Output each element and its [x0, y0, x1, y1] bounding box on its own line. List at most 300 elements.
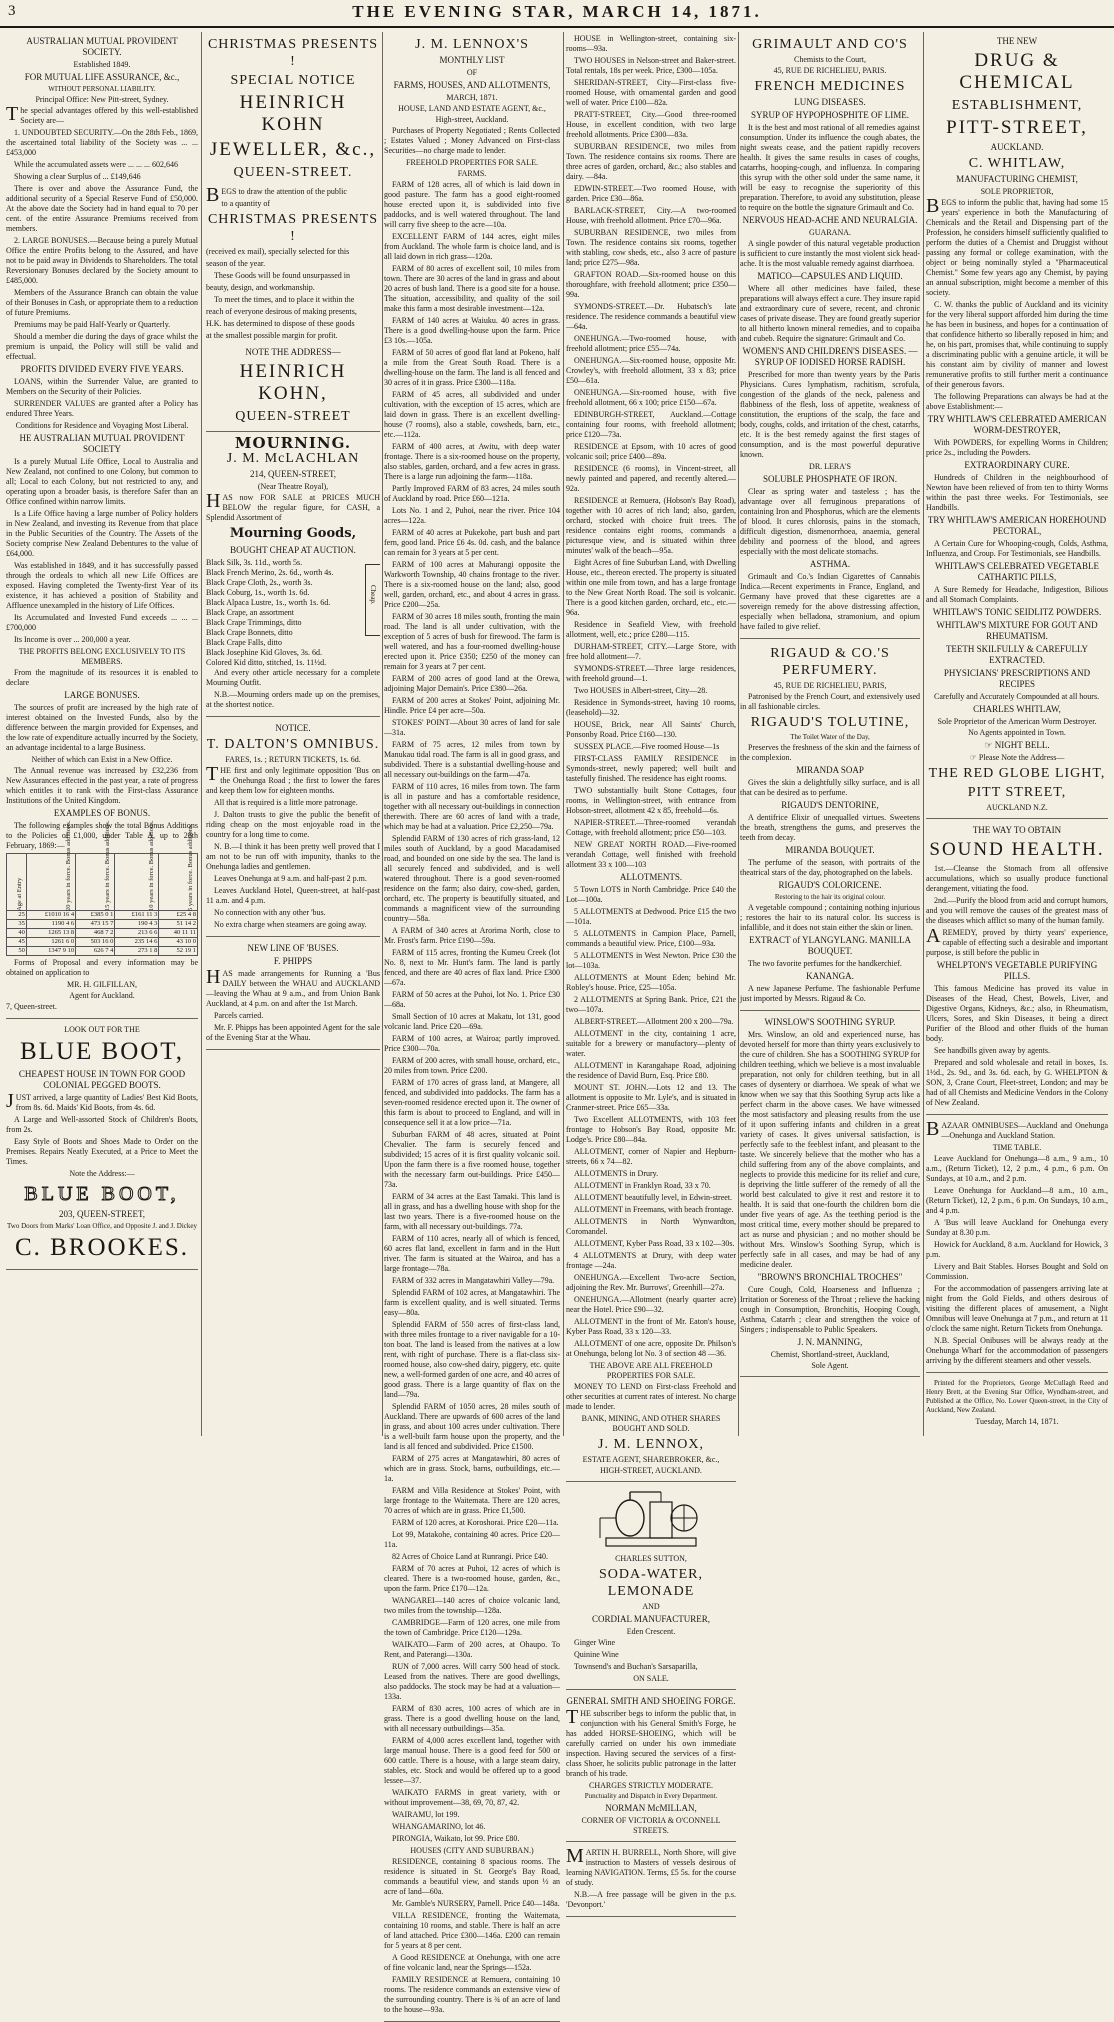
- listing-item: FARM of 275 acres at Mangatawhiri, 80 acres of which are in grass. Stock, barns, outbuildings, etc.—1a.: [384, 1454, 560, 1483]
- ad-paragraph: A new Japanese Perfume. The fashionable Perfume just imported by Messrs. Rigaud & Co.: [740, 984, 920, 1003]
- ad-heading: LOOK OUT FOR THE: [64, 1025, 140, 1034]
- list-item: Black Josephine Kid Gloves, 3s. 6d.: [206, 648, 322, 657]
- listing-item: FARM of 50 acres at the Puhoi, lot No. 1. Price £30—68a.: [384, 990, 560, 1009]
- listing-item: ONEHUNGA.—Six-roomed house, with five freehold allotment, 66 x 100; price £150—67a.: [566, 388, 736, 407]
- forge-ad: [566, 1696, 736, 1842]
- winslow-ad: [740, 1017, 920, 1377]
- table-row: 45 1261 6 0 503 16 0 235 14 6 43 10 0: [7, 938, 198, 947]
- ad-heading: NERVOUS HEAD-ACHE AND NEURALGIA.: [742, 215, 918, 225]
- ad-paragraph: N.B.—Mourning orders made up on the premises, at the shortest notice.: [206, 690, 380, 709]
- ad-paragraph: THE subscriber begs to inform the public that, in conjunction with his General Smith's Forge, he has added HORSE-SHOEING, which will be carefully carried on under his own immediate inspection. Having secured the services of a first-class Shoer, he solicits public patronage in the latter branch of his trade.: [566, 1706, 736, 1778]
- ad-heading: HE AUSTRALIAN MUTUAL PROVIDENT SOCIETY: [19, 433, 185, 454]
- ad-address: HIGH-STREET, AUCKLAND.: [600, 1466, 702, 1475]
- ad-heading: BOUGHT CHEAP AT AUCTION.: [230, 545, 356, 555]
- ad-paragraph: A 'Bus will leave Auckland for Onehunga every Sunday at 8.30 p.m.: [926, 1218, 1108, 1237]
- listing-item: ALLOTMENTS in North Wynwardton, Coromandel.: [566, 1217, 736, 1236]
- listing-item: FARM of 200 acres, with small house, orchard, etc., 20 miles from town. Price £200.: [384, 1056, 560, 1075]
- ad-heading: TRY WHITLAW'S AMERICAN HOREHOUND PECTORAL,: [927, 515, 1107, 536]
- ad-paragraph: Cure Cough, Cold, Hoarseness and Influenza ; Irritation or Soreness of the Throat ; relieve the hacking cough in Consumption, Bronchitis, Hooping Cough, Asthma, Catarrh ; clear and strengthen the voice of Singers ; indispensable to Public Speakers.: [740, 1285, 920, 1334]
- farms-list: [384, 180, 560, 1844]
- ad-paragraph: BEGS to inform the public that, having had some 15 years' experience in both the Manufacturing of Chemicals and the Retail and Dispensing part of the Profession, he considers himself sufficiently qualified to perform the duties of a Chemist and Druggist without passing any formal or college examination, with the object or being nominally styled a "Pharmaceutical Chemist." Some few years ago any Chemist, by paying an annual subscription, might become a member of this society.: [926, 195, 1108, 297]
- ad-heading: EXAMPLES OF BONUS.: [53, 808, 151, 818]
- ad-notice: NOTICE.: [275, 723, 311, 733]
- listing-item: ONEHUNGA.—Six-roomed house, opposite Mr. Crowley's, with freehold allotment, 33 x 83; price £50—61a.: [566, 356, 736, 385]
- ad-address: 45, RUE DE RICHELIEU, PARIS.: [773, 66, 887, 75]
- listing-item: RUN of 7,000 acres. Will carry 500 head of stock. Leased from the natives. There are good dwellings, also paddocks. The stock may be had at a valuation—133a.: [384, 1662, 560, 1701]
- ad-paragraph: The perfume of the season, with portraits of the theatrical stars of the day, photographed on the labels.: [740, 858, 920, 877]
- listing-item: VILLA RESIDENCE, fronting the Waitemata, containing 10 rooms, and stable. There is half an acre of land attached. Price £300—146a. £200 can remain for 5 years at 8 per cent.: [384, 1911, 560, 1950]
- ad-paragraph: A dentifrice Elixir of unequalled virtues. Sweetens the breath, strengthens the gums, and preserves the teeth from decay.: [740, 813, 920, 842]
- table-row: 40 1265 13 8 468 7 2 213 6 6 40 11 11: [7, 929, 198, 938]
- column-4: [566, 34, 736, 1909]
- ad-paragraph: Parcels carried.: [214, 1011, 264, 1020]
- ad-paragraph: Howick for Auckland, 8 a.m. Auckland for Howick, 3 p.m.: [926, 1240, 1108, 1259]
- ad-subtitle: AND: [642, 1602, 660, 1611]
- ad-paragraph: reach of everyone desirous of making presents,: [206, 307, 357, 316]
- ad-heading: LUNG DISEASES.: [794, 97, 866, 107]
- ad-paragraph: C. W. thanks the public of Auckland and its vicinity for the very liberal support afforded him during the time he has been in business, and hopes for a continuation of that confidence hitherto so liberally reposed in him; and he, on his part, promises that, while continuing to supply a discriminating public with a genuine article, it will be his constant aim by civility of manner and lowest remunerative profits to still further merit a continuance of their generous favors.: [926, 300, 1108, 389]
- agent-name: MR. H. GILFILLAN,: [67, 980, 137, 989]
- houses-list: [566, 34, 736, 870]
- listing-item: FARM of 200 acres of good land at the Orewa, adjoining Major Demain's. Price £380—26a.: [384, 674, 560, 693]
- listing-item: 5 Town LOTS in North Cambridge. Price £40 the Lot—100a.: [566, 885, 736, 904]
- listing-item: Two Excellent ALLOTMENTS, with 103 feet frontage to Hobson's Bay Road, opposite Mr. Lodge's. Price £80—84a.: [566, 1115, 736, 1144]
- listing-item: ALLOTMENTS at Mount Eden; behind Mr. Robley's house. Price, £25—105a.: [566, 973, 736, 992]
- ad-title: WINSLOW'S SOOTHING SYRUP.: [764, 1017, 896, 1027]
- listing-item: 4 ALLOTMENTS at Drury, with deep water frontage —24a.: [566, 1251, 736, 1270]
- listing-item: ALLOTMENT in Franklyn Road, 33 x 70.: [574, 1181, 711, 1190]
- listing-item: TWO HOUSES in Nelson-street and Baker-street. Total rentals, 18s per week. Price, £300—105a.: [566, 56, 736, 75]
- listing-item: WHANGAMARINO, lot 46.: [392, 1822, 486, 1831]
- ad-title: BLUE BOOT,: [24, 1183, 180, 1205]
- phipps-ad: [206, 943, 380, 1050]
- listing-item: WANGAREI—140 acres of choice volcanic land, two miles from the township—128a.: [384, 1596, 560, 1615]
- ad-heading: WHELPTON'S VEGETABLE PURIFYING PILLS.: [936, 960, 1098, 981]
- ad-heading: Neither of which can Exist in a New Office.: [31, 755, 173, 764]
- sutton-ad: [566, 1488, 736, 1690]
- listing-item: EDWIN-STREET.—Two roomed House, with garden. Price £30—86a.: [566, 184, 736, 203]
- ad-title: J. M. LENNOX'S: [415, 37, 529, 52]
- ad-paragraph: BEGS to draw the attention of the public: [206, 184, 347, 206]
- ad-paragraph: Grimault and Co.'s Indian Cigarettes of Cannabis Indica.—Recent experiments in France, England, and Germany have proved that these cigarettes are a sovereign remedy for the above distressing affection, especially when belladona, stramonium, and opium have failed to give relief.: [740, 572, 920, 631]
- listing-item: Splendid FARM of 1050 acres, 28 miles south of Auckland. There are upwards of 600 acres of the land in grass, and about 100 acres under cultivation. There is a well-built farm house upon the property, and the land is all fenced and subdivided. Price £1500.: [384, 1402, 560, 1451]
- ad-heading: RIGAUD'S TOLUTINE,: [750, 715, 910, 730]
- list-item: Townsend's and Buchan's Sarsaparilla,: [574, 1662, 698, 1671]
- listing-item: 2 ALLOTMENTS at Spring Bank. Price, £21 the two—107a.: [566, 995, 736, 1014]
- ad-paragraph: LOANS, within the Surrender Value, are granted to Members on the Security of their Policies.: [6, 377, 198, 396]
- ad-paragraph: Prepared and sold wholesale and retail in boxes, 1s. 1½d., 2s. 9d., and 3s. 6d. each, by G. WHELPTON & SON, 3, Crane Court, Fleet-street, London; and may be had of all Chemists and Medicine Vendors in the Colony of New Zealand.: [926, 1058, 1108, 1107]
- ad-paragraph: J. Dalton trusts to give the public the benefit of riding cheap on the most enjoyable road in the country for a long time to come.: [206, 810, 380, 839]
- ad-heading: ☞ Please Note the Address—: [969, 753, 1065, 762]
- listing-item: WAIKATO FARMS in great variety, with or without improvement—38, 69, 70, 87, 42.: [384, 1788, 560, 1807]
- lennox-list-ad: [384, 36, 560, 2022]
- ad-paragraph: A single powder of this natural vegetable production is sufficient to cure instantly the most violent sick head-ache. It is the most valuable remedy against diarrhoea.: [740, 239, 920, 268]
- ad-paragraph: HAS now FOR SALE at PRICES MUCH BELOW the regular figure, for CASH, a Splendid Assortment of: [206, 490, 380, 522]
- ad-heading: WOMEN'S AND CHILDREN'S DISEASES. —SYRUP OF IODISED HORSE RADISH.: [742, 346, 918, 367]
- pointing-hand-icon: ☞: [969, 753, 979, 762]
- listing-item: MOUNT ST. JOHN.—Lots 12 and 13. The allotment is opposite to Mr. Lyle's, and is situated in Cranmer-street. Price £65—33a.: [566, 1083, 736, 1112]
- listing-item: SUSSEX PLACE.—Five roomed House—1s: [574, 742, 720, 751]
- listing-item: FARM of 140 acres at Waiuku. 40 acres in grass. There is a good dwelling-house upon the farm. Price £3 10s.—105a.: [384, 316, 560, 345]
- ad-paragraph: For the accommodation of passengers arriving late at night from the Gold Fields, and others desirous of visiting the different places of amusement, a Night Omnibus will leave Onehunga at 7 p.m., and return at 11 o'clock the same night. Return Tickets from Onehunga.: [926, 1284, 1108, 1333]
- ad-heading: ON SALE.: [633, 1674, 669, 1683]
- table-row: 35 1190 4 6 473 15 7 190 4 3 51 14 2: [7, 920, 198, 929]
- listing-item: FARM of 70 acres at Puhoi, 12 acres of which is cleared. There is a two-roomed house, garden, &c., upon the farm. Price £170—12a.: [384, 1564, 560, 1593]
- ad-heading: TIME TABLE.: [992, 1143, 1042, 1152]
- ad-paragraph: Patronised by the French Court, and extensively used in all fashionable circles.: [740, 692, 920, 711]
- listing-item: ONEHUNGA.—Excellent Two-acre Section, adjoining the Rev. Mr. Burrows', Greenhill—27a.: [566, 1273, 736, 1292]
- ad-heading: Punctuality and Dispatch in Every Department.: [584, 1792, 718, 1800]
- ad-title: BLUE BOOT,: [20, 1038, 184, 1065]
- ad-office: Principal Office: New Pitt-street, Sydney.: [35, 95, 169, 104]
- ad-paragraph: at the smallest possible margin for profit.: [206, 331, 338, 340]
- list-item: Quinine Wine: [574, 1650, 619, 1659]
- listing-item: FAMILY RESIDENCE at Remuera, containing 10 rooms. The residence commands an extensive view of the surrounding country. There is ¾ of an acre of land to the house—93a.: [384, 1975, 560, 2014]
- table-header: Age at Entry: [7, 854, 27, 911]
- listing-item: FARM of 110 acres, 16 miles from town. The farm is all in pasture and has a comfortable residence, together with all necessary out-buildings in connection therewith. There are 60 acres of land with a trade, which may be had at a valuation. Price £2,250—79a.: [384, 782, 560, 831]
- ad-paragraph: MARTIN H. BURRELL, North Shore, will give instruction to Masters of vessels desirous of learning NAVIGATION. Terms, £5 5s. for the course of study.: [566, 1845, 736, 1887]
- listing-item: RESIDENCE, containing 8 spacious rooms. The residence is situated in St. George's Bay Road, commands a beautiful view, and stands upon ½ an acre of land—60a.: [384, 1857, 560, 1896]
- ad-paragraph: Showing a clear Surplus of ... £149,646: [14, 172, 141, 181]
- ad-address: Eden Crescent.: [626, 1627, 676, 1636]
- ad-paragraph: A vegetable compound ; containing nothing injurious ; restores the hair to its natural color. Its success is infallible, and it does not stain either the skin or linen.: [740, 903, 920, 932]
- ad-paragraph: 1. UNDOUBTED SECURITY.—On the 28th Feb., 1869, the ascertained total liability of the Society was ... ... £453,000: [6, 128, 198, 157]
- ad-address: (Near Theatre Royal),: [257, 482, 329, 491]
- listing-item: ALLOTMENT in the front of Mr. Eaton's house, Kyber Pass Road, 33 x 120—33.: [566, 1317, 736, 1336]
- listing-item: FARM of 34 acres at the East Tamaki. This land is all in grass, and has a dwelling house with shop for the last two years. There is a five-roomed house on the farm, with all necessary out-buildings. 77a.: [384, 1192, 560, 1231]
- listing-item: WAIRAMU, lot 199.: [392, 1810, 460, 1819]
- ad-title: GENERAL SMITH AND SHOEING FORGE.: [566, 1696, 736, 1706]
- ad-paragraph: THE first and only legitimate opposition 'Bus on the Onehunga Road ; the first to lower the fares and keep them low for eighteen months.: [206, 763, 380, 795]
- ad-paragraph: A Large and Well-assorted Stock of Children's Boots, from 2s.: [6, 1115, 198, 1134]
- listing-item: HOUSE, Brick, near All Saints' Church, Ponsonby Road. Price £160—130.: [566, 720, 736, 739]
- ad-street: PITT-STREET,: [946, 117, 1088, 138]
- listing-item: FARM of 100 acres, at Wairoa; partly improved. Price £300—70a.: [384, 1034, 560, 1053]
- ad-heading: THE ABOVE ARE ALL FREEHOLD PROPERTIES FOR SALE.: [589, 1361, 713, 1380]
- ad-paragraph: Leaves Onehunga at 9 a.m. and half-past 2 p.m.: [214, 874, 367, 883]
- ad-paragraph: Leaves Auckland Hotel, Queen-street, at half-past 11 a.m. and 4 p.m.: [206, 886, 380, 905]
- ad-title: NEW LINE OF 'BUSES.: [247, 943, 339, 953]
- sound-health-ad: [926, 825, 1108, 1115]
- burrell-ad: [566, 1845, 736, 1917]
- listing-item: GRAFTON ROAD.—Six-roomed house on this thoroughfare, with freehold allotment; price £350—99a.: [566, 270, 736, 299]
- ad-subtitle: MANUFACTURING CHEMIST,: [956, 174, 1078, 184]
- ad-paragraph: The following examples show the total Bonus Additions to the Policies of £1,000, under Table A, up to 28th February, 1869:—: [6, 821, 198, 850]
- ad-title: THE RED GLOBE LIGHT,: [928, 766, 1106, 781]
- column-rule: [382, 32, 383, 1436]
- ad-address: 45, RUE DE RICHELIEU, PARIS,: [773, 681, 887, 690]
- agent-role: Agent for Auckland.: [69, 991, 135, 1000]
- ad-paragraph: Members of the Assurance Branch can obtain the value of their Bonuses in Cash, or appropriate them to a reduction of future Premiums.: [6, 288, 198, 317]
- listing-item: FARM of 50 acres of good flat land at Pokeno, half a mile from the Great South Road. There is a dwelling-house on the farm. The land is all fenced and 30 acres of it in grass. Price £300—118a.: [384, 348, 560, 387]
- listing-item: FARM of 75 acres, 12 miles from town by Manukau tidal road. The farm is all in good grass, and subdivided. There is a substantial dwelling-house and all necessary out-buildings on the farm—47a.: [384, 740, 560, 779]
- ad-paragraph: With POWDERS, for expelling Worms in Children; price 2s., including the Powders.: [926, 438, 1108, 457]
- ad-subtitle: FARMS, HOUSES, AND ALLOTMENTS,: [393, 80, 551, 90]
- ad-heading: THE PROFITS BELONG EXCLUSIVELY TO ITS MEMBERS.: [18, 647, 186, 666]
- ad-paragraph: N.B. Special Onibuses will be always ready at the Onehunga Wharf for the accommodation of passengers arriving by the different steamers and other vessels.: [926, 1336, 1108, 1365]
- listing-item: FARM of 400 acres, at Awitu, with deep water frontage. There is a six-roomed house on the property, also stables, garden, orchard, and a few acres in grass. There is a large run adjoining the farm—118a.: [384, 442, 560, 481]
- ad-heading: LARGE BONUSES.: [64, 690, 140, 700]
- listing-item: FARM of 170 acres of grass land, at Mangere, all fenced, and subdivided into paddocks. The farm has a seven-roomed residence erected upon it. The owner of this farm is about to proceed to England, and will in consequence sell it at a low price—71a.: [384, 1078, 560, 1127]
- page-number: 3: [8, 3, 16, 19]
- listing-item: BARLACK-STREET, City.—A two-roomed House, with freehold allotment. Price £70—96a.: [566, 206, 736, 225]
- list-item: Black Silk, 3s. 11d., worth 5s.: [206, 558, 303, 567]
- ad-heading: MATICO—CAPSULES AND LIQUID.: [757, 271, 903, 281]
- ad-paragraph: It is the best and most rational of all remedies against consumption. Under its influence the cough abates, the night sweats cease, and the patient rapidly recovers health. It gives the same results in cases of coughs, catarrhs, hooping-cough, and influenza. In comparing this syrup with the other sold under the same name, it will be easy to recognise the superiority of this preparation. Therefore, to avoid any substitution, please to require on the bottle the signature Grimault and Co.: [740, 123, 920, 212]
- bazaar-omnibus-ad: [926, 1118, 1108, 1373]
- bracket: [365, 564, 380, 636]
- listing-item: PRATT-STREET, City.—Good three-roomed House, in excellent condition, with two large freehold allotments. Price £300—83a.: [566, 110, 736, 139]
- ad-note: No Agents appointed in Town.: [968, 728, 1066, 737]
- rigaud-ad: [740, 645, 920, 1011]
- ad-paragraph: Its Income is over ... 200,000 a year.: [14, 635, 131, 644]
- listing-item: FARM of 115 acres, fronting the Kumeu Creek (lot No. 8, next to Mr. Hunt's farm. The land is partly fenced, and there are 40 acres of flax land. Price £300—67a.: [384, 948, 560, 987]
- ad-paragraph: SURRENDER VALUES are granted after a Policy has endured Three Years.: [6, 399, 198, 418]
- listing-item: Residence in Symonds-street, having 10 rooms, (leasehold)—32.: [566, 698, 736, 717]
- ad-heading: Conditions for Residence and Voyaging Most Liberal.: [15, 421, 189, 430]
- ad-paragraph: The following Preparations can always be had at the above Establishment:—: [926, 392, 1108, 411]
- ad-established: Established 1849.: [73, 60, 131, 69]
- ad-heading: EXTRACT of YLANGYLANG. MANILLA BOUQUET.: [749, 935, 911, 956]
- goods-list: [206, 558, 380, 668]
- soda-machine-illustration: [596, 1488, 706, 1552]
- ad-paragraph: The Annual revenue was increased by £32,236 from New Assurances effected in the past year, a rate of progress which entitles it to rank with the First-class Assurance Institutions of the United Kingdom.: [6, 766, 198, 805]
- listing-item: TWO substantially built Stone Cottages, four rooms, in Wellington-street, with entrance from Hobson-street, allotment 42 x 85, freehold—6s.: [566, 786, 736, 815]
- listing-item: FARM of 80 acres of excellent soil, 10 miles from town. There are 30 acres of the land in grass and about 20 acres of bush land. There is a good site for a house. The situation, accessibility, and quality of the soil make this farm a most desirable investment—12a.: [384, 264, 560, 313]
- listing-item: Small Section of 10 acres at Makatu, lot 131, good volcanic land. Price £20—69a.: [384, 1012, 560, 1031]
- column-rule: [563, 32, 564, 1436]
- ad-title: CHRISTMAS PRESENTS !: [207, 37, 379, 69]
- ad-heading: ALLOTMENTS.: [619, 872, 683, 882]
- ad-subtitle: FOR MUTUAL LIFE ASSURANCE, &c.,: [24, 72, 180, 82]
- list-item: Black Alpaca Lustre, 1s., worth 1s. 6d.: [206, 598, 331, 607]
- ad-heading: THE NEW: [996, 36, 1038, 46]
- ad-heading: FRENCH MEDICINES: [754, 79, 906, 94]
- column-6: [926, 34, 1108, 1434]
- houses-list: [384, 1857, 560, 2015]
- ad-paragraph: JUST arrived, a large quantity of Ladies' Best Kid Boots, from 8s. 6d. Maids' Kid Boots, from 4s. 6d.: [6, 1090, 198, 1112]
- ad-city: AUCKLAND.: [990, 142, 1044, 152]
- ad-title: RIGAUD & CO.'S PERFUMERY.: [770, 646, 890, 678]
- ad-heading: MIRANDA SOAP: [796, 765, 864, 775]
- list-item: Colored Kid ditto, stitched, 1s. 11½d.: [206, 658, 327, 667]
- ad-paragraph: From the magnitude of its resources it is enabled to declare: [6, 668, 198, 687]
- ad-paragraph: To meet the times, and to place it within the: [214, 295, 355, 304]
- ad-heading: KANANGA.: [806, 971, 854, 981]
- listing-item: FIRST-CLASS FAMILY RESIDENCE in Symonds-street, newly papered; well built and tastefully finished. The residence has eight rooms.: [566, 754, 736, 783]
- ad-paragraph: Mr. F. Phipps has been appointed Agent for the sale of the Evening Star at the Whau.: [206, 1023, 380, 1042]
- ad-name: CHARLES WHITLAW,: [973, 704, 1061, 714]
- listing-item: HOUSE in Wellington-street, containing six-rooms—93a.: [566, 34, 736, 53]
- ad-paragraph: Carefully and Accurately Compounded at all hours.: [934, 692, 1100, 701]
- table-header: 20 years in force. Bonus additions.: [26, 854, 75, 911]
- ad-role: Sole Agent.: [811, 1361, 849, 1370]
- ad-paragraph: While the accumulated assets were ... ... ... 602,646: [14, 160, 178, 169]
- imprint: [926, 1379, 1108, 1427]
- ad-subtitle: The Toilet Water of the Day,: [790, 733, 870, 741]
- ad-liability: WITHOUT PERSONAL LIABILITY.: [48, 85, 156, 93]
- masthead: [0, 0, 1114, 30]
- listing-item: A FARM of 340 acres at Arorima North, close to Mr. Frost's farm. Price £190—59a.: [384, 926, 560, 945]
- ad-paragraph: Mrs. Winslow, an old and experienced nurse, has devoted herself for more than thirty years exclusively to the cure of children. She has a SOOTHING SYRUP for children teething, which we believe is a most invaluable preparation, not only for children teething, but in all cases of dysentery or diarrhoea. We speak of what we know when we say that this Soothing Syrup acts like a perfect charm in the above cases. We have witnessed the most satisfactory and pleasing results from the use of it upon suffering infants and children in a great variety of cases. It gives universal satisfaction, is perfectly safe to the feeblest infant, and pleasant to the taste. We sincerely believe that the mother who has a child suffering from any of the above complaints, and neglects to provide this medicine for its relief and cure, is depriving the little sufferer of the remedy of all the world best calculated to give it rest and restore it to health. It is said that one-fourth the children born die under five years of age. As the teething period is the most critical time, every mother should be prepared to act as nurse and physician ; and no mother should be without Mrs. Winslow's Soothing Syrup, which is perfectly safe in all cases, and may be had of any medicine dealer.: [740, 1030, 920, 1269]
- mourning-ad: [206, 434, 380, 717]
- listing-item: ALLOTMENT in Karangahape Road, adjoining the residence of David Burn, Esq. Price £80.: [566, 1061, 736, 1080]
- list-item: Black French Merino, 2s. 6d., worth 4s.: [206, 568, 334, 577]
- ad-title: GRIMAULT AND CO'S: [752, 37, 908, 52]
- ad-name: CHARLES SUTTON,: [615, 1554, 687, 1563]
- ad-paragraph: Easy Style of Boots and Shoes Made to Order on the Premises. Repairs Neatly Executed, at a Price to Meet the Times.: [6, 1137, 198, 1166]
- listing-item: FARM of 40 acres at Pukekohe, part bush and part fern, good land. Price £6 4s. 0d. cash, and the balance can remain for 3 years at 5 per cent.: [384, 528, 560, 557]
- listing-item: NEW GREAT NORTH ROAD.—Five-roomed verandah Cottage, well finished with freehold allotment 33 x 100—103: [566, 840, 736, 869]
- column-5: [740, 34, 920, 1434]
- ad-name: J. M. LENNOX,: [598, 1437, 704, 1452]
- ad-address: Chemist, Shortland-street, Auckland,: [770, 1350, 890, 1359]
- ad-address: CORNER OF VICTORIA & O'CONNELL STREETS.: [581, 1816, 721, 1835]
- ad-paragraph: Leave Onehunga for Auckland—8 a.m., 10 a.m., (Return Ticket), 12, 2 p.m., 6 p.m. On Sundays, 10 a.m., and 4 p.m.: [926, 1186, 1108, 1215]
- listing-item: ALLOTMENT, Kyber Pass Road, 33 x 102—30s.: [574, 1239, 735, 1248]
- listing-item: SYMONDS-STREET.—Three large residences, with freehold ground—1.: [566, 664, 736, 683]
- ad-address: Two Doors from Marks' Loan Office, and Opposite J. and J. Dickey: [7, 1222, 197, 1230]
- ad-name: F. PHIPPS: [273, 956, 313, 966]
- imprint-text: Printed for the Proprietors, George McCullagh Reed and Henry Brett, at the Evening Star Office, Wyndham-street, and Published at the Office, No. Lower Queen-street, in the City of Auckland, New Zealand.: [926, 1379, 1108, 1414]
- listing-item: ALLOTMENT in the city, containing 1 acre, suitable for a brewery or manufactory—plenty of water.: [566, 1029, 736, 1058]
- ad-paragraph: N.B.—A free passage will be given in the p.s. 'Devonport.': [566, 1890, 736, 1909]
- column-3: [384, 34, 560, 2014]
- table-header: 10 years in force. Bonus additions.: [115, 854, 159, 911]
- ad-name: J. M. McLACHLAN: [226, 451, 360, 466]
- ad-title: DRUG & CHEMICAL: [959, 50, 1075, 93]
- ad-title: SOUND HEALTH.: [929, 839, 1105, 860]
- ad-street: PITT STREET,: [967, 785, 1067, 800]
- listing-item: 5 ALLOTMENTS in Campion Place, Parnell, commands a beautiful view. Price, £100—93a.: [566, 929, 736, 948]
- ad-name: NORMAN McMILLAN,: [605, 1803, 697, 1813]
- ad-heading: Note the Address:—: [69, 1169, 135, 1178]
- ad-proprietor: C. BROOKES.: [14, 1234, 190, 1261]
- ad-heading: EXTRAORDINARY CURE.: [964, 460, 1070, 470]
- ad-title: T. DALTON'S OMNIBUS.: [206, 737, 380, 752]
- listing-item: Two HOUSES in Albert-street, City—28.: [574, 686, 708, 695]
- listing-item: ONEHUNGA.—Two-roomed house, with freehold allotment; price £55—74a.: [566, 334, 736, 353]
- listing-item: SYMONDS-STREET.—Dr. Hubatsch's late residence. The residence commands a beautiful view—64a.: [566, 302, 736, 331]
- ad-paragraph: Where all other medicines have failed, these preparations will always effect a cure. They insure rapid and extraordinary cure of severe, recent, and chronic cases of private disease. They are found greatly superior to all hitherto known mineral remedies, and to copaiba and cubeb. Require the signature: Grimault and Co.: [740, 284, 921, 343]
- list-item: Black Crape, an assortment: [206, 608, 294, 617]
- ad-paragraph: Livery and Bait Stables. Horses Bought and Sold on Commission.: [926, 1262, 1108, 1281]
- listing-item: FARM and Villa Residence at Stokes' Point, with large frontage to the Waitemata. There are 120 acres, 70 acres of which are in grass. Price £1,500.: [384, 1486, 560, 1515]
- listing-item: Lots No. 1 and 2, Puhoi, near the river. Price 104 acres—122a.: [384, 506, 560, 525]
- omnibus-ad: [206, 723, 380, 937]
- list-item: Black Crape Trimmings, ditto: [206, 618, 302, 627]
- ad-paragraph: 1st.—Cleanse the Stomach from all offensive accumulations, which so usually produce functional derangement, vitiating the food.: [926, 864, 1108, 893]
- listing-item: FARM of 45 acres, all subdivided and under cultivation, with the exception of 15 acres, which are laid down in grass. There is an excellent dwelling-house (7 rooms), also a stable, cowsheds, barn, etc., etc.—112a.: [384, 390, 560, 439]
- ad-heading: NOTE THE ADDRESS—: [245, 347, 341, 357]
- listing-item: FARM of 30 acres 18 miles south, fronting the main road. The land is all under cultivation, with the exception of 5 acres of bush for firewood. The farm is well watered, and has a four-roomed dwelling-house erected upon it. Price £350; £250 of the money can remain for 3 years at 7 per cent.: [384, 612, 560, 671]
- ad-paragraph: Purchases of Property Negotiated ; Rents Collected ; Estates Valued ; Money Advanced on First-class Securities—no charge made to lender.: [384, 126, 560, 155]
- ad-paragraph: Is a Life Office having a large number of Policy holders in New Zealand, and investing its Revenue from that place in the Public Securities of the Country. The Assets of the Society comprise New Zealand Debentures to the value of £64,000.: [6, 509, 198, 558]
- ad-heading: WHITLAW'S CELEBRATED VEGETABLE CATHARTIC PILLS,: [935, 561, 1099, 582]
- listing-item: ALLOTMENTS in Drury.: [574, 1169, 659, 1178]
- ad-subtitle: ESTABLISHMENT,: [951, 98, 1083, 113]
- list-item: Black Crape Bonnets, ditto: [206, 628, 293, 637]
- listing-item: ONEHUNGA.—Allotment (nearly quarter acre) near the Hotel. Price £90—32.: [566, 1295, 736, 1314]
- ad-subtitle: ESTATE AGENT, SHAREBROKER, &c.,: [582, 1455, 720, 1464]
- ad-paragraph: These Goods will be found unsurpassed in: [214, 271, 350, 280]
- ad-paragraph: Is a purely Mutual Life Office, Local to Australia and New Zealand, not confined to one Colony, but common to all; Local to each Colony, but not restricted to any, and operating upon a broader basis, is therefore Safer than an Office confined within narrow limits.: [6, 457, 198, 506]
- list-item: Ginger Wine: [574, 1638, 616, 1647]
- ad-title: MOURNING.: [234, 434, 352, 452]
- bracket-label: Cheap.: [369, 585, 377, 605]
- pointing-hand-icon: ☞: [984, 740, 995, 750]
- ad-heading: Mourning Goods,: [229, 526, 357, 541]
- ad-heading: PROFITS DIVIDED EVERY FIVE YEARS.: [20, 364, 184, 374]
- ad-paragraph: Its Accumulated and Invested Fund exceeds ... ... ... £700,000: [6, 613, 198, 632]
- ad-title: SODA-WATER, LEMONADE: [599, 1567, 703, 1599]
- listing-item: PIRONGIA, Waikato, lot 99. Price £80.: [392, 1834, 520, 1843]
- kohn-ad: [206, 36, 380, 432]
- ad-subtitle: Sole Proprietor of the American Worm Destroyer.: [937, 717, 1097, 726]
- ad-heading: FARMS.: [457, 169, 487, 178]
- newspaper-title: THE EVENING STAR, MARCH 14, 1871.: [352, 2, 762, 21]
- column-1: [6, 34, 198, 1434]
- listing-item: Splendid FARM of 130 acres of rich grass-land, 12 miles south of Auckland, by a good Macadamised road, and bounded on one side by the sea. The land is all securely fenced and subdivided, and is well watered throughout. There is a good seven-roomed residence on the farm; also dairy, cow-shed, garden, orchard, etc. The property is beautifully situated, and commands a magnificent view of the surrounding country—58a.: [384, 834, 560, 923]
- ad-agency: HOUSE, LAND AND ESTATE AGENT, &c.,: [398, 104, 546, 113]
- listing-item: A Good RESIDENCE at Onehunga, with one acre of fine volcanic land, near the Springs—152a.: [384, 1953, 560, 1972]
- ad-heading: GUARANA.: [809, 228, 851, 237]
- listing-item: RESIDENCE at Epsom, with 10 acres of good volcanic soil; price £400—89a.: [566, 442, 736, 461]
- ad-notice: SPECIAL NOTICE: [230, 73, 356, 88]
- ad-date: MARCH, 1871.: [446, 93, 498, 102]
- ad-paragraph: N. B.—I think it has been pretty well proved that I am not to be run off with impunity, thanks to the Onehunga ladies and gentlemen.: [206, 842, 380, 871]
- listing-item: Splendid FARM of 550 acres of first-class land, with three miles frontage to a river navigable for a 10-ton boat. The land is leased from the natives at a low rent, with right of purchase. There is a flat-class six-roomed house, also cow-shed dairy, piggery, etc. quite new, a well-formed garden of one acre, and 40 acres of good grass. There is a large quantity of flax on the land—79a.: [384, 1320, 560, 1399]
- ad-street: High-street, Auckland.: [435, 115, 509, 124]
- ad-paragraph: Clear as spring water and tasteless ; has the advantage over all ferruginous preparations of containing Iron and Phosphorus, which are the elements of blood. It cures chlorosis, pains in the stomach, difficult digestion, dismenorrhoea, anaemia, general debility and poorness of the blood, and agrees especially with the most delicate stomachs.: [740, 487, 920, 556]
- listing-item: NAPIER-STREET.—Three-roomed verandah Cottage, with freehold allotment; price £50—103.: [566, 818, 736, 837]
- list-item: Black Coburg, 1s., worth 1s. 6d.: [206, 588, 310, 597]
- ad-paragraph: Hundreds of Children in the neighbourhood of Newton have been relieved of from ten to thirty Worms within the past three weeks. For Testimonials, see Handbills.: [926, 473, 1108, 512]
- ad-paragraph: MONEY TO LEND on First-class Freehold and other securities at current rates of interest. No charge made to lender.: [566, 1382, 736, 1411]
- column-rule: [201, 32, 202, 1436]
- ad-paragraph: A Sure Remedy for Headache, Indigestion, Bilious and all Stomach Complaints.: [926, 585, 1108, 604]
- listing-item: 82 Acres of Choice Land at Runrangi. Price £40.: [392, 1552, 548, 1561]
- listing-item: FARM of 830 acres, 100 acres of which are in grass. There is a good dwelling house on the land, with all necessary outbuildings—35a.: [384, 1704, 560, 1733]
- ad-paragraph: Was established in 1849, and it has successfully passed through the ordeals to which all new Life Offices are exposed. Having completed the Twenty-first Year of its existence, it has achieved a position of Stability and Affluence unexampled in the history of Life Offices.: [6, 561, 198, 610]
- list-item: Black Crape Cloth, 2s., worth 3s.: [206, 578, 313, 587]
- ad-heading: WHITLAW'S TONIC SEIDLITZ POWDERS.: [932, 607, 1102, 617]
- ad-subtitle: MONTHLY LIST: [439, 55, 505, 65]
- listing-item: Lot 99, Matakohe, containing 40 acres. Price £20—11a.: [384, 1530, 560, 1549]
- ad-street: QUEEN-STREET: [235, 409, 351, 424]
- ad-heading: SOLUBLE PHOSPHATE OF IRON.: [762, 474, 897, 484]
- ad-subtitle: Restoring to the hair its original colour.: [774, 893, 886, 901]
- ad-paragraph: Prescribed for more than twenty years by the Paris Physicians. Cures lymphatism, rachitism, scrofula, congestion of the glands of the neck, paleness and flabbiness of the flesh, loss of appetite, weakness of constitution, the eruptions of the scalp, the face and body, coughs, colds, and irritation of the chest, catarrhs, etc. It is the best remedy against the first stages of consumption, and is the most powerful depurative known.: [740, 370, 920, 459]
- listing-item: FARM of 4,000 acres excellent land, together with large manual house. There is a good feed for 500 or 600 cattle. There is a house, with a large steam dairy, stables, etc. Stock and would be offered up to a good lessee—37.: [384, 1736, 560, 1785]
- column-rule: [923, 32, 924, 1436]
- agent-address: 7, Queen-street.: [6, 1002, 57, 1011]
- listing-item: ALLOTMENT beautifully level, in Edwin-street.: [574, 1193, 733, 1202]
- listing-item: FARM of 200 acres at Stokes' Point, adjoining Mr. Hindle. Price £4 per acre—50a.: [384, 696, 560, 715]
- allotments-list: [566, 885, 736, 1359]
- ad-heading: CHRISTMAS PRESENTS !: [207, 212, 379, 244]
- amp-society-ad: [6, 36, 198, 1019]
- listing-item: DURHAM-STREET, CITY.—Large Store, with free hold allotment—7.: [566, 642, 736, 661]
- ad-paragraph: No connection with any other 'bus.: [214, 908, 326, 917]
- ad-paragraph: The two favorite perfumes for the handkerchief.: [748, 959, 902, 968]
- ad-paragraph: No extra charge when steamers are going away.: [214, 920, 367, 929]
- ad-paragraph: Preserves the freshness of the skin and the fairness of the complexion.: [740, 743, 920, 762]
- ad-name: C. WHITLAW,: [968, 156, 1066, 171]
- ad-paragraph: The special advantages offered by this well-established Society are—: [6, 103, 198, 125]
- ad-paragraph: See handbills given away by agents.: [934, 1046, 1050, 1055]
- ad-subtitle: SOLE PROPRIETOR,: [980, 187, 1054, 196]
